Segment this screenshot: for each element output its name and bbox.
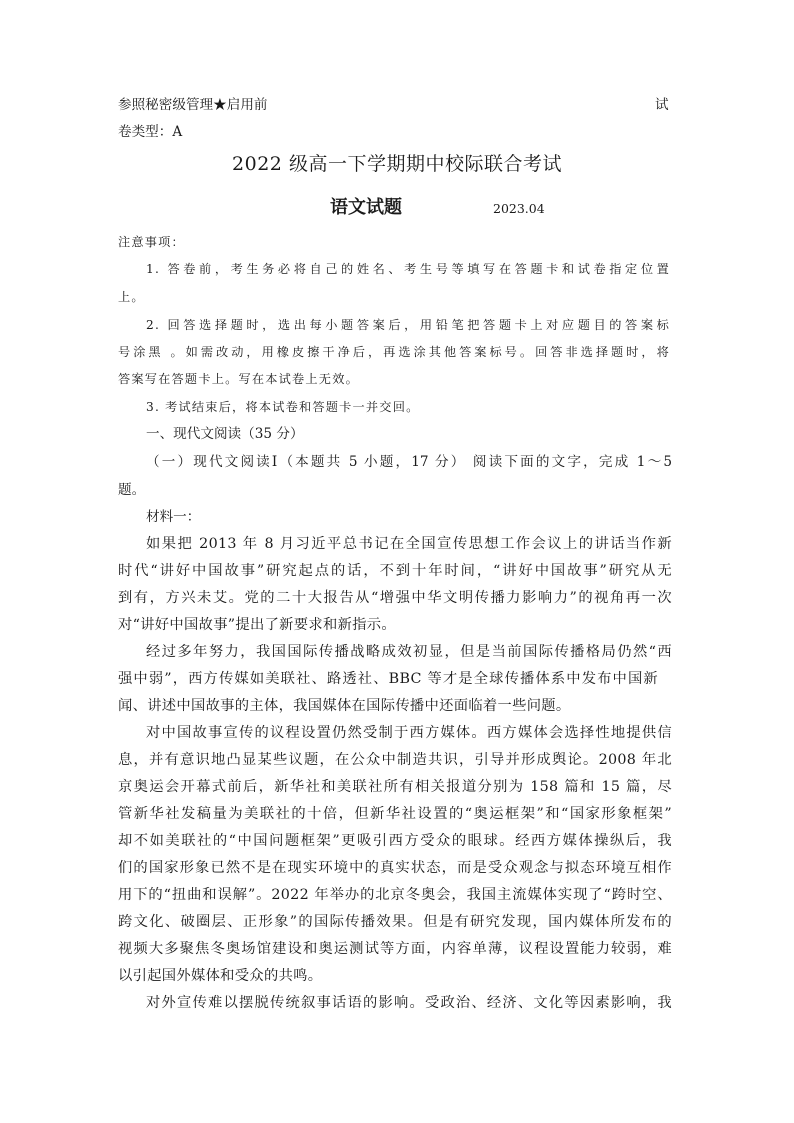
notice-line: 号涂黑 。如需改动，用橡皮擦干净后，再选涂其他答案标号。回答非选择题时，将 (118, 345, 670, 359)
notice-line: 答案写在答题卡上。写在本试卷上无效。 (118, 372, 359, 386)
subject-title: 语文试题 (330, 197, 402, 218)
exam-date: 2023.04 (493, 201, 545, 216)
body-line: 却不如美联社的“中国问题框架”更吸引西方受众的眼球。经西方媒体操纵后，我 (118, 833, 672, 849)
body-line: 对外宣传难以摆脱传统叙事话语的影响。受政治、经济、文化等因素影响，我 (146, 995, 672, 1011)
body-line: 息，并有意识地凸显某些议题，在公众中制造共识，引导并形成舆论。2008 年北 (118, 752, 672, 768)
exam-title: 2022 级高一下学期期中校际联合考试 (232, 153, 562, 175)
body-line: 用下的“扭曲和误解”。2022 年举办的北京冬奥会，我国主流媒体实现了“跨时空、 (118, 887, 672, 903)
subsection-heading-cont: 题。 (118, 482, 146, 498)
subsection-heading: （一）现代文阅读Ⅰ（本题共 5 小题，17 分） 阅读下面的文字，完成 1～5 (146, 454, 672, 470)
body-line: 京奥运会开幕式前后，新华社和美联社所有相关报道分别为 158 篇和 15 篇，尽 (118, 779, 672, 795)
body-line: 管新华社发稿量为美联社的十倍，但新华社设置的“奥运框架”和“国家形象框架” (118, 806, 672, 822)
body-line: 跨文化、破圈层、正形象”的国际传播效果。但是有研究发现，国内媒体所发布的 (118, 914, 672, 930)
body-line: 到有，方兴未艾。党的二十大报告从“增强中华文明传播力影响力”的视角再一次 (118, 590, 672, 606)
paper-type-label: 卷类型：A (118, 124, 183, 140)
secrecy-label-end: 试 (655, 97, 669, 113)
body-line: 经过多年努力，我国国际传播战略成效初显，但是当前国际传播格局仍然“西 (146, 644, 672, 660)
material-label: 材料一： (146, 509, 201, 525)
body-line: 对中国故事宣传的议程设置仍然受制于西方媒体。西方媒体会选择性地提供信 (146, 725, 672, 741)
body-line: 视频大多聚焦冬奥场馆建设和奥运测试等方面，内容单薄，议程设置能力较弱，难 (118, 941, 672, 957)
notice-line: 1. 答卷前，考生务必将自己的姓名、考生号等填写在答题卡和试卷指定位置 (146, 262, 670, 276)
notice-line: 3. 考试结束后，将本试卷和答题卡一并交回。 (146, 400, 420, 414)
body-line: 强中弱”，西方传媒如美联社、路透社、BBC 等才是全球传播体系中发布中国新 (118, 671, 658, 687)
secrecy-label: 参照秘密级管理★启用前 (118, 97, 268, 113)
body-line: 以引起国外媒体和受众的共鸣。 (118, 968, 323, 984)
section-heading: 一、现代文阅读（35 分） (146, 426, 304, 442)
body-line: 对“讲好中国故事”提出了新要求和新指示。 (118, 617, 396, 633)
body-line: 如果把 2013 年 8 月习近平总书记在全国宣传思想工作会议上的讲话当作新 (146, 536, 672, 552)
notice-line: 2. 回答选择题时，选出每小题答案后，用铅笔把答题卡上对应题目的答案标 (146, 318, 670, 332)
body-line: 闻、讲述中国故事的主体，我国媒体在国际传播中还面临着一些问题。 (118, 698, 571, 714)
notice-line: 上。 (118, 290, 145, 304)
body-line: 们的国家形象已然不是在现实环境中的真实状态，而是受众观念与拟态环境互相作 (118, 860, 672, 876)
body-line: 时代“讲好中国故事”研究起点的话，不到十年时间，“讲好中国故事”研究从无 (118, 563, 672, 579)
notice-heading: 注意事项： (118, 235, 185, 249)
